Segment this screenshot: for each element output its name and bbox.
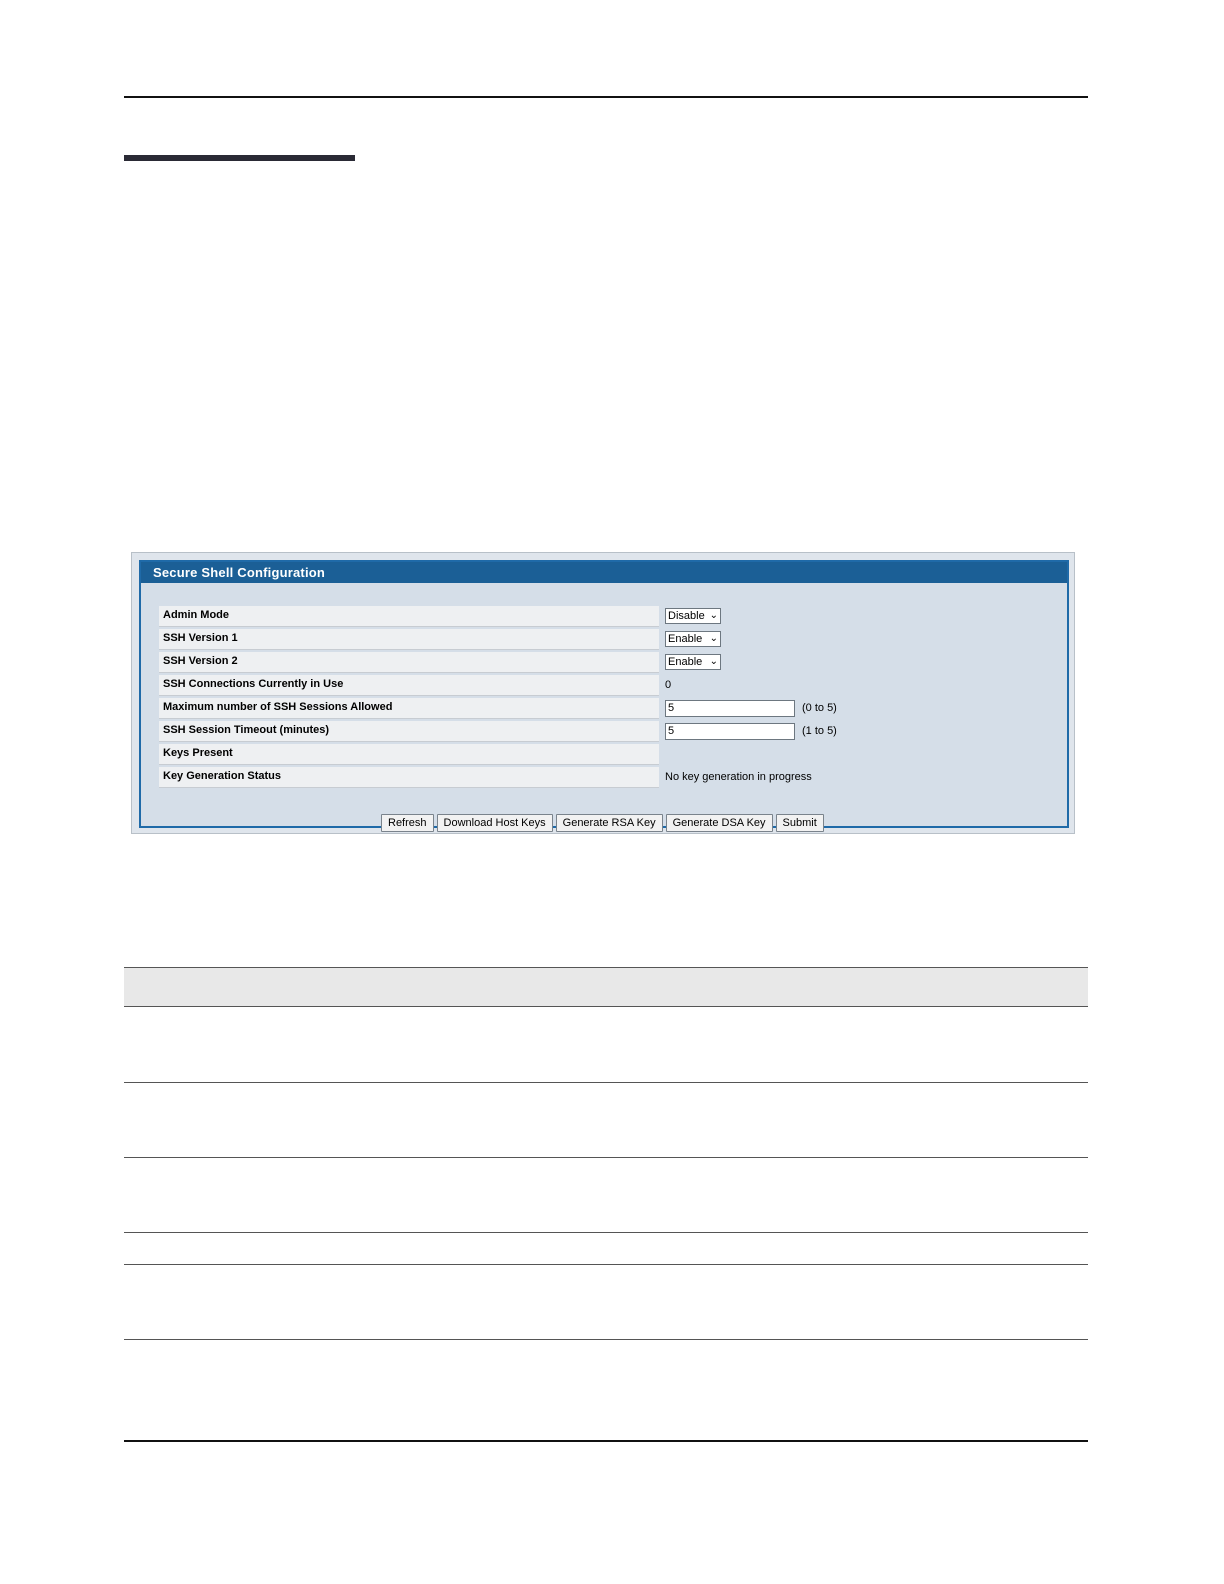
session-timeout-input[interactable]: 5	[665, 723, 795, 740]
table-row-divider	[124, 1339, 1088, 1340]
admin-mode-select[interactable]: Disable ⌄	[665, 608, 721, 624]
generate-rsa-key-button[interactable]: Generate RSA Key	[556, 814, 663, 832]
row-key-generation-status	[159, 767, 1039, 790]
max-sessions-range: (0 to 5)	[802, 702, 837, 714]
row-ssh-version-1	[159, 629, 1039, 652]
row-label: SSH Version 2	[159, 652, 659, 673]
generate-dsa-key-button[interactable]: Generate DSA Key	[666, 814, 773, 832]
secure-shell-config-panel	[139, 560, 1069, 828]
row-session-timeout	[159, 721, 1039, 744]
row-max-sessions	[159, 698, 1039, 721]
ssh-connections-value: 0	[665, 679, 672, 691]
submit-button[interactable]: Submit	[776, 814, 824, 832]
ssh-version-2-select[interactable]: Enable ⌄	[665, 654, 721, 670]
row-label: SSH Version 1	[159, 629, 659, 650]
button-bar	[381, 814, 824, 834]
key-generation-status-value: No key generation in progress	[665, 771, 812, 783]
screenshot-frame	[131, 552, 1075, 834]
row-label: Admin Mode	[159, 606, 659, 627]
chevron-down-icon: ⌄	[709, 633, 718, 644]
row-ssh-connections	[159, 675, 1039, 698]
row-admin-mode	[159, 606, 1039, 629]
row-label: Key Generation Status	[159, 767, 659, 788]
refresh-button[interactable]: Refresh	[381, 814, 434, 832]
chevron-down-icon: ⌄	[709, 656, 718, 667]
session-timeout-range: (1 to 5)	[802, 725, 837, 737]
download-host-keys-button[interactable]: Download Host Keys	[437, 814, 553, 832]
table-header	[124, 967, 1088, 1007]
row-label: SSH Connections Currently in Use	[159, 675, 659, 696]
ssh-version-1-select[interactable]: Enable ⌄	[665, 631, 721, 647]
top-rule	[124, 96, 1088, 98]
table-row-divider	[124, 1082, 1088, 1083]
row-ssh-version-2	[159, 652, 1039, 675]
chevron-down-icon: ⌄	[709, 610, 718, 621]
table-row-divider	[124, 1264, 1088, 1265]
row-label: Keys Present	[159, 744, 659, 765]
section-title-bar	[124, 155, 355, 161]
table-row-divider	[124, 1232, 1088, 1233]
row-keys-present	[159, 744, 1039, 767]
panel-title: Secure Shell Configuration	[141, 562, 1067, 583]
row-label: SSH Session Timeout (minutes)	[159, 721, 659, 742]
bottom-rule	[124, 1440, 1088, 1442]
row-label: Maximum number of SSH Sessions Allowed	[159, 698, 659, 719]
config-rows	[159, 606, 1039, 790]
table-row-divider	[124, 1157, 1088, 1158]
max-sessions-input[interactable]: 5	[665, 700, 795, 717]
